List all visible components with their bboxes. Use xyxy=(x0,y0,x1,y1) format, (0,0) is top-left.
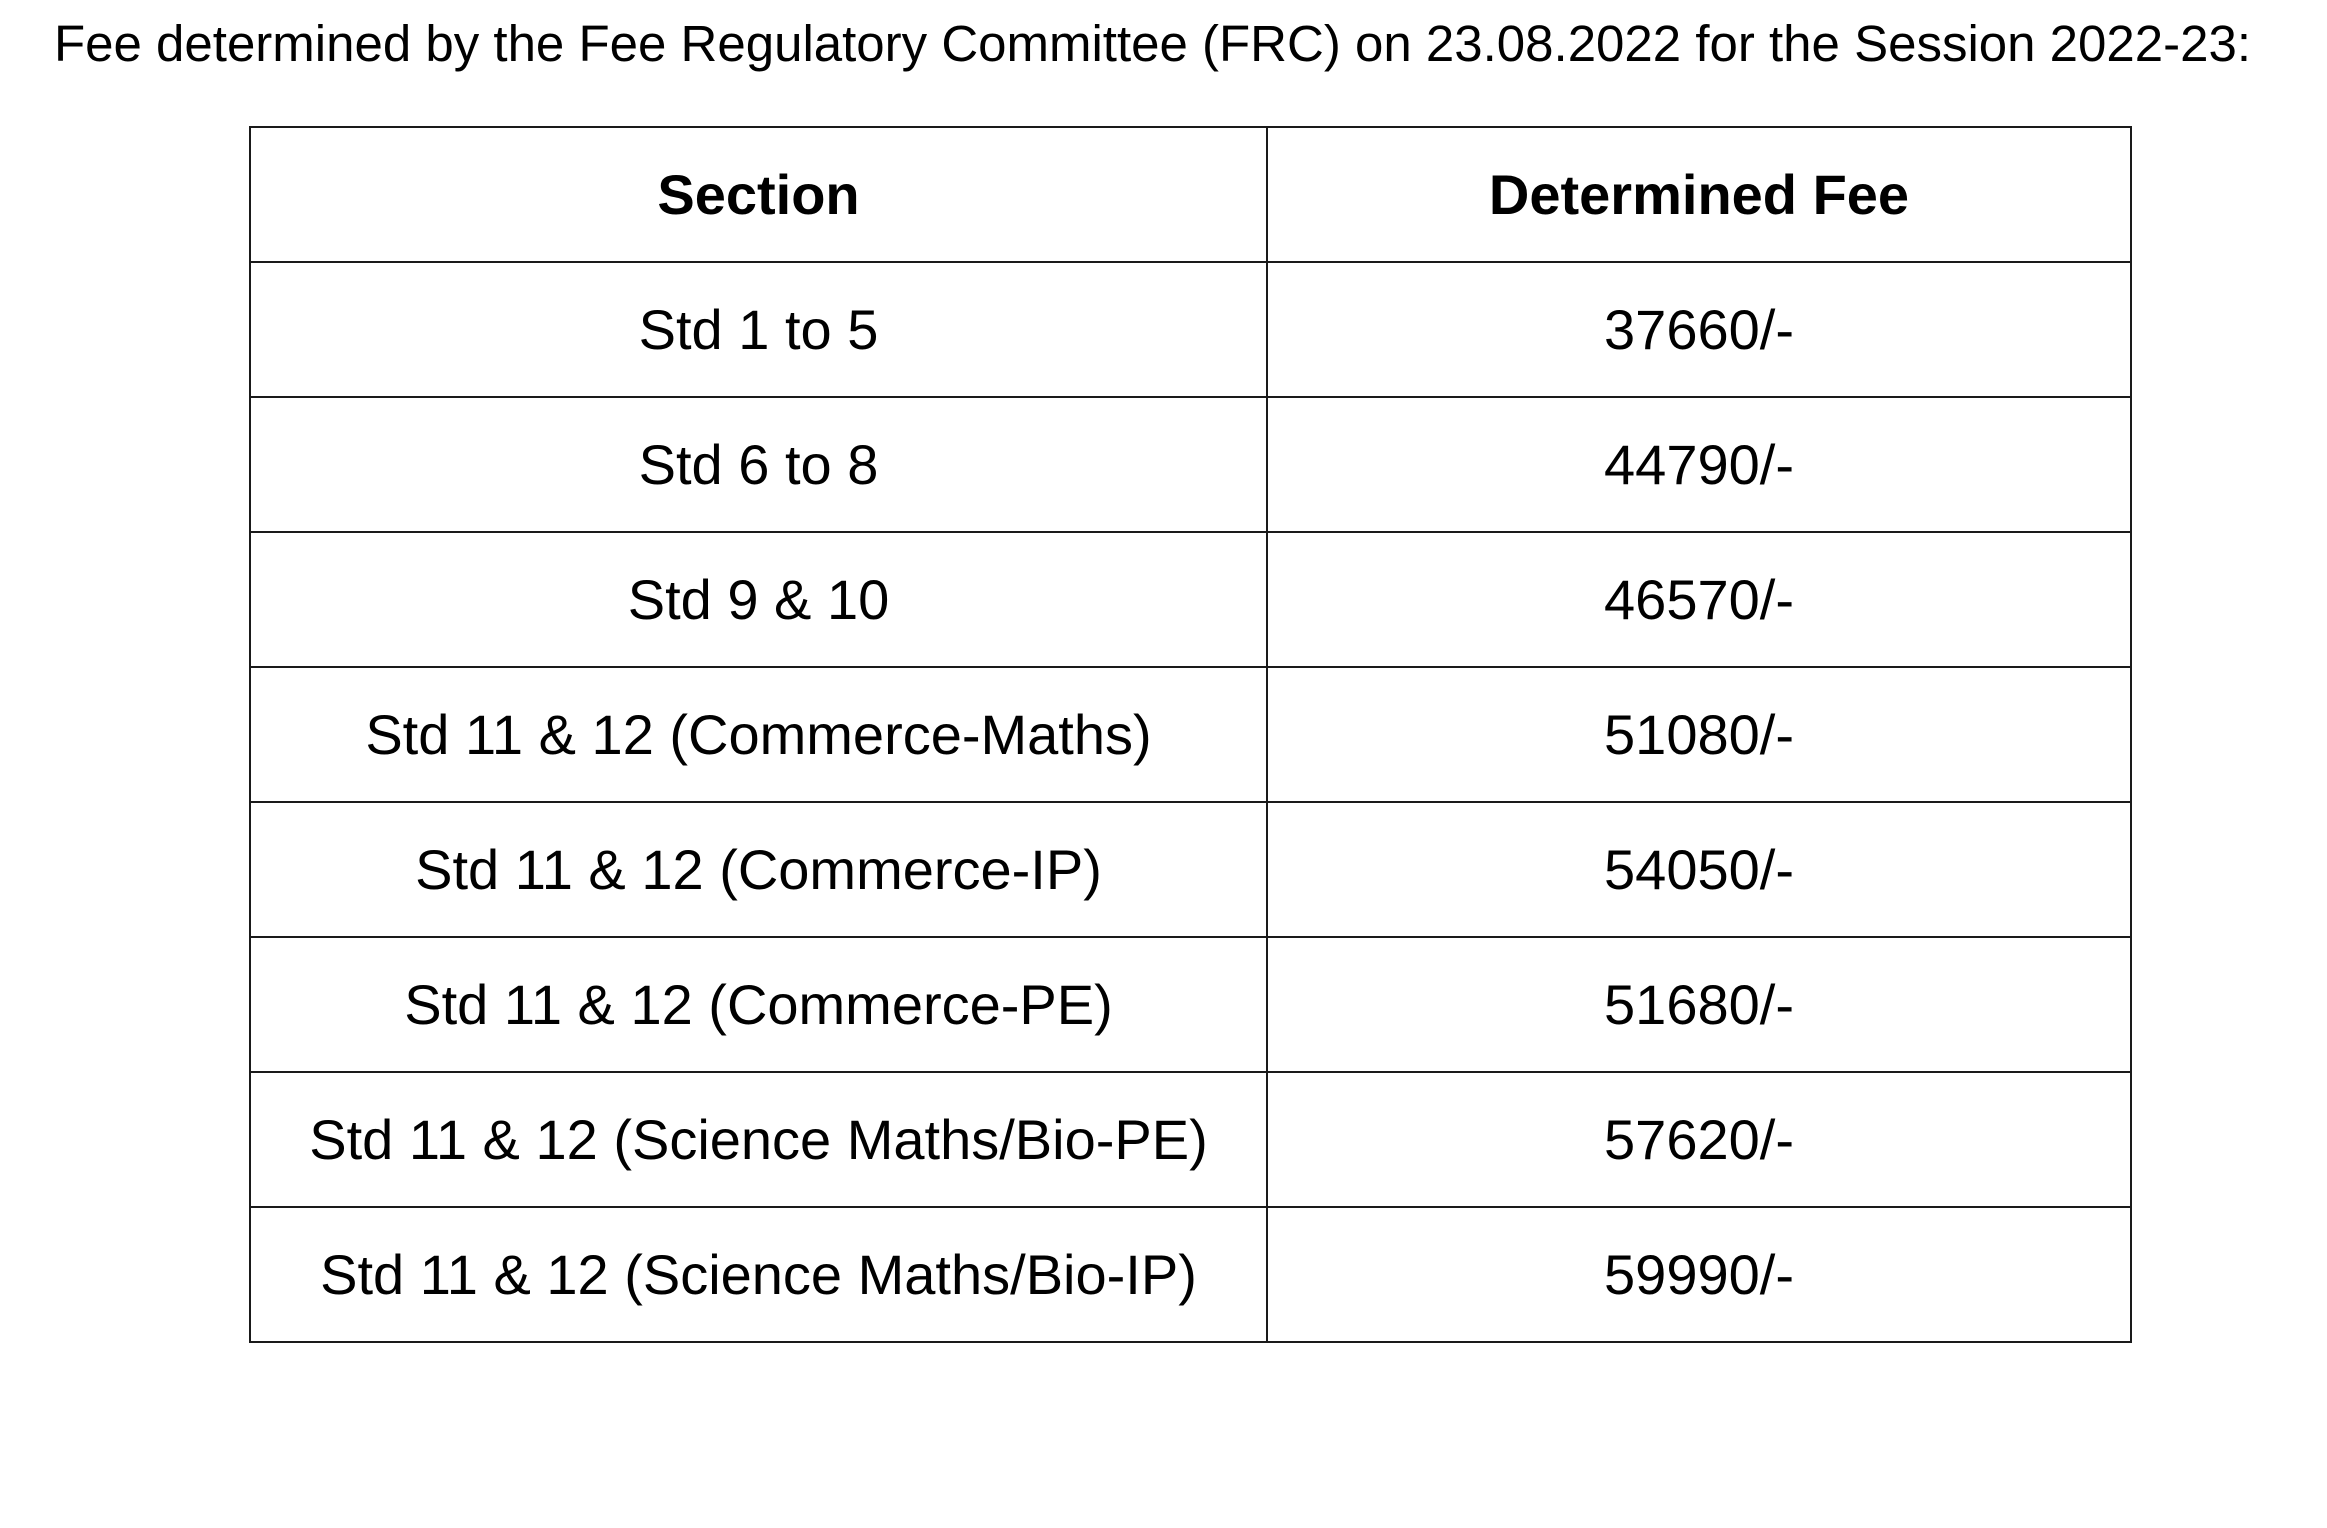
table-row xyxy=(250,1207,2131,1342)
table-row xyxy=(250,802,2131,937)
fee-cell: 51680/- xyxy=(1267,937,2131,1072)
section-cell: Std 11 & 12 (Commerce-PE) xyxy=(250,937,1267,1072)
table-row xyxy=(250,937,2131,1072)
fee-cell: 37660/- xyxy=(1267,262,2131,397)
section-cell: Std 11 & 12 (Commerce-IP) xyxy=(250,802,1267,937)
section-cell: Std 11 & 12 (Science Maths/Bio-PE) xyxy=(250,1072,1267,1207)
section-cell: Std 1 to 5 xyxy=(250,262,1267,397)
header-row xyxy=(250,127,2131,262)
table-header xyxy=(250,127,2131,262)
table-row xyxy=(250,667,2131,802)
fee-cell: 51080/- xyxy=(1267,667,2131,802)
column-header-determined-fee: Determined Fee xyxy=(1267,127,2131,262)
fee-cell: 59990/- xyxy=(1267,1207,2131,1342)
fee-table xyxy=(249,126,2132,1343)
section-cell: Std 6 to 8 xyxy=(250,397,1267,532)
table-body xyxy=(250,262,2131,1342)
table-row xyxy=(250,397,2131,532)
fee-cell: 57620/- xyxy=(1267,1072,2131,1207)
fee-cell: 54050/- xyxy=(1267,802,2131,937)
table-row xyxy=(250,1072,2131,1207)
table-row xyxy=(250,262,2131,397)
column-header-section: Section xyxy=(250,127,1267,262)
section-cell: Std 9 & 10 xyxy=(250,532,1267,667)
section-cell: Std 11 & 12 (Science Maths/Bio-IP) xyxy=(250,1207,1267,1342)
page-heading: Fee determined by the Fee Regulatory Committee (FRC) on 23.08.2022 for the Session 2022-23: xyxy=(54,15,2252,72)
section-cell: Std 11 & 12 (Commerce-Maths) xyxy=(250,667,1267,802)
fee-cell: 44790/- xyxy=(1267,397,2131,532)
table-row xyxy=(250,532,2131,667)
fee-cell: 46570/- xyxy=(1267,532,2131,667)
